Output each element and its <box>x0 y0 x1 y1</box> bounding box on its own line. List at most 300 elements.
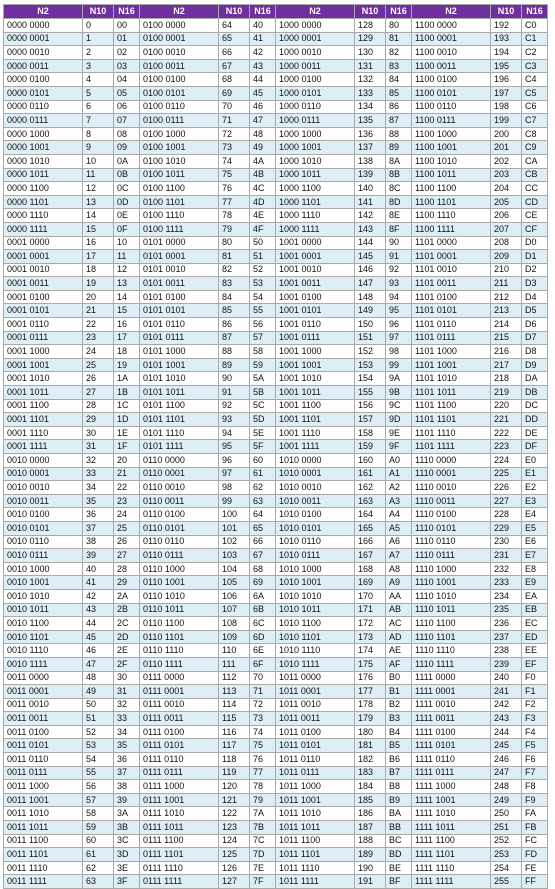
decimal-cell: 234 <box>491 589 522 603</box>
hex-cell: EA <box>522 589 548 603</box>
decimal-cell: 116 <box>219 725 250 739</box>
decimal-cell: 29 <box>83 413 114 427</box>
decimal-cell: 132 <box>355 73 386 87</box>
decimal-cell: 139 <box>355 168 386 182</box>
decimal-cell: 22 <box>83 318 114 332</box>
decimal-cell: 240 <box>491 671 522 685</box>
table-row <box>4 739 548 753</box>
hex-cell: 06 <box>114 100 140 114</box>
decimal-cell: 184 <box>355 780 386 794</box>
table-row <box>4 481 548 495</box>
decimal-cell: 143 <box>355 222 386 236</box>
binary-cell: 0001 0100 <box>4 290 83 304</box>
binary-cell: 1101 0100 <box>412 290 491 304</box>
binary-cell: 0000 0101 <box>4 86 83 100</box>
hex-cell: 40 <box>250 19 276 33</box>
binary-cell: 1110 0010 <box>412 481 491 495</box>
hex-cell: 32 <box>114 698 140 712</box>
decimal-cell: 83 <box>219 277 250 291</box>
table-row <box>4 399 548 413</box>
hex-cell: A4 <box>386 508 412 522</box>
hex-cell: BC <box>386 834 412 848</box>
hex-cell: 6D <box>250 630 276 644</box>
binary-cell: 0001 1010 <box>4 372 83 386</box>
table-row <box>4 562 548 576</box>
decimal-cell: 88 <box>219 345 250 359</box>
decimal-cell: 243 <box>491 712 522 726</box>
decimal-cell: 59 <box>83 821 114 835</box>
binary-cell: 0100 1110 <box>140 209 219 223</box>
binary-cell: 1000 1001 <box>276 141 355 155</box>
decimal-cell: 99 <box>219 494 250 508</box>
binary-cell: 1101 1011 <box>412 386 491 400</box>
binary-cell: 0101 1110 <box>140 426 219 440</box>
decimal-cell: 146 <box>355 263 386 277</box>
table-row <box>4 222 548 236</box>
decimal-cell: 218 <box>491 372 522 386</box>
binary-cell: 0010 1110 <box>4 644 83 658</box>
decimal-cell: 248 <box>491 780 522 794</box>
binary-cell: 0011 0110 <box>4 753 83 767</box>
binary-cell: 0100 0010 <box>140 46 219 60</box>
table-row <box>4 617 548 631</box>
decimal-cell: 95 <box>219 440 250 454</box>
decimal-cell: 92 <box>219 399 250 413</box>
binary-cell: 0010 0101 <box>4 521 83 535</box>
table-row <box>4 793 548 807</box>
binary-cell: 1010 1110 <box>276 644 355 658</box>
table-row <box>4 86 548 100</box>
binary-cell: 1100 1010 <box>412 154 491 168</box>
hex-cell: 37 <box>114 766 140 780</box>
hex-cell: 93 <box>386 277 412 291</box>
hex-cell: 0C <box>114 182 140 196</box>
hex-cell: 2F <box>114 657 140 671</box>
hex-cell: 03 <box>114 59 140 73</box>
decimal-cell: 110 <box>219 644 250 658</box>
decimal-cell: 206 <box>491 209 522 223</box>
binary-cell: 0101 1001 <box>140 358 219 372</box>
decimal-cell: 133 <box>355 86 386 100</box>
decimal-cell: 26 <box>83 372 114 386</box>
decimal-cell: 242 <box>491 698 522 712</box>
binary-cell: 1110 0111 <box>412 549 491 563</box>
hex-cell: E4 <box>522 508 548 522</box>
hex-cell: 18 <box>114 345 140 359</box>
decimal-cell: 166 <box>355 535 386 549</box>
binary-cell: 0100 0111 <box>140 114 219 128</box>
binary-cell: 0110 1100 <box>140 617 219 631</box>
binary-cell: 0000 1100 <box>4 182 83 196</box>
binary-cell: 1000 0111 <box>276 114 355 128</box>
binary-cell: 1011 1011 <box>276 821 355 835</box>
decimal-cell: 185 <box>355 793 386 807</box>
hex-cell: AF <box>386 657 412 671</box>
hex-cell: 8A <box>386 154 412 168</box>
table-row <box>4 712 548 726</box>
hex-cell: A6 <box>386 535 412 549</box>
decimal-cell: 107 <box>219 603 250 617</box>
hex-cell: 9C <box>386 399 412 413</box>
hex-cell: F3 <box>522 712 548 726</box>
table-row <box>4 766 548 780</box>
hex-cell: 15 <box>114 304 140 318</box>
hex-cell: 9E <box>386 426 412 440</box>
binary-cell: 1000 0110 <box>276 100 355 114</box>
binary-cell: 0010 0000 <box>4 454 83 468</box>
decimal-cell: 109 <box>219 630 250 644</box>
binary-cell: 0100 0000 <box>140 19 219 33</box>
binary-cell: 0101 1101 <box>140 413 219 427</box>
decimal-cell: 50 <box>83 698 114 712</box>
hex-cell: AE <box>386 644 412 658</box>
decimal-cell: 63 <box>83 875 114 889</box>
hex-cell: 53 <box>250 277 276 291</box>
binary-cell: 1100 0100 <box>412 73 491 87</box>
decimal-cell: 74 <box>219 154 250 168</box>
binary-cell: 1001 1101 <box>276 413 355 427</box>
binary-cell: 1001 1011 <box>276 386 355 400</box>
hex-cell: 86 <box>386 100 412 114</box>
table-row <box>4 644 548 658</box>
decimal-cell: 141 <box>355 195 386 209</box>
decimal-cell: 9 <box>83 141 114 155</box>
decimal-cell: 6 <box>83 100 114 114</box>
hex-cell: 73 <box>250 712 276 726</box>
hex-cell: 26 <box>114 535 140 549</box>
decimal-cell: 237 <box>491 630 522 644</box>
hex-cell: 14 <box>114 290 140 304</box>
hex-cell: 84 <box>386 73 412 87</box>
hex-cell: 6C <box>250 617 276 631</box>
binary-cell: 0111 0010 <box>140 698 219 712</box>
binary-cell: 1001 0001 <box>276 250 355 264</box>
hex-cell: CC <box>522 182 548 196</box>
decimal-cell: 93 <box>219 413 250 427</box>
binary-cell: 1110 0110 <box>412 535 491 549</box>
hex-cell: 7C <box>250 834 276 848</box>
table-row <box>4 318 548 332</box>
decimal-cell: 250 <box>491 807 522 821</box>
decimal-cell: 193 <box>491 32 522 46</box>
decimal-cell: 223 <box>491 440 522 454</box>
decimal-cell: 38 <box>83 535 114 549</box>
decimal-cell: 151 <box>355 331 386 345</box>
binary-cell: 0110 0000 <box>140 454 219 468</box>
decimal-cell: 174 <box>355 644 386 658</box>
table-row <box>4 290 548 304</box>
decimal-cell: 48 <box>83 671 114 685</box>
hex-cell: 7D <box>250 848 276 862</box>
decimal-cell: 180 <box>355 725 386 739</box>
hex-cell: F7 <box>522 766 548 780</box>
binary-cell: 1100 1100 <box>412 182 491 196</box>
hex-cell: D1 <box>522 250 548 264</box>
hex-cell: 57 <box>250 331 276 345</box>
hex-cell: CD <box>522 195 548 209</box>
binary-cell: 0110 1010 <box>140 589 219 603</box>
binary-cell: 0001 1000 <box>4 345 83 359</box>
hex-cell: 34 <box>114 725 140 739</box>
hex-cell: 1E <box>114 426 140 440</box>
decimal-cell: 131 <box>355 59 386 73</box>
binary-cell: 0111 0110 <box>140 753 219 767</box>
decimal-cell: 235 <box>491 603 522 617</box>
hex-cell: 54 <box>250 290 276 304</box>
binary-cell: 1101 1111 <box>412 440 491 454</box>
decimal-cell: 52 <box>83 725 114 739</box>
decimal-cell: 239 <box>491 657 522 671</box>
hex-cell: F8 <box>522 780 548 794</box>
hex-cell: 58 <box>250 345 276 359</box>
binary-cell: 0111 0011 <box>140 712 219 726</box>
decimal-cell: 55 <box>83 766 114 780</box>
decimal-cell: 69 <box>219 86 250 100</box>
binary-cell: 0011 0011 <box>4 712 83 726</box>
decimal-cell: 45 <box>83 630 114 644</box>
decimal-cell: 195 <box>491 59 522 73</box>
decimal-cell: 96 <box>219 454 250 468</box>
binary-cell: 0110 0110 <box>140 535 219 549</box>
hex-cell: FD <box>522 848 548 862</box>
decimal-cell: 154 <box>355 372 386 386</box>
decimal-cell: 75 <box>219 168 250 182</box>
decimal-cell: 175 <box>355 657 386 671</box>
hex-cell: D4 <box>522 290 548 304</box>
binary-cell: 0111 0000 <box>140 671 219 685</box>
binary-cell: 0111 1010 <box>140 807 219 821</box>
binary-cell: 1111 0100 <box>412 725 491 739</box>
hex-cell: 04 <box>114 73 140 87</box>
hex-cell: 19 <box>114 358 140 372</box>
binary-cell: 1010 1011 <box>276 603 355 617</box>
binary-cell: 0101 0111 <box>140 331 219 345</box>
hex-cell: 0B <box>114 168 140 182</box>
decimal-cell: 246 <box>491 753 522 767</box>
hex-cell: 82 <box>386 46 412 60</box>
decimal-cell: 20 <box>83 290 114 304</box>
hex-cell: A0 <box>386 454 412 468</box>
binary-cell: 1101 0111 <box>412 331 491 345</box>
hex-cell: D0 <box>522 236 548 250</box>
binary-cell: 1010 0100 <box>276 508 355 522</box>
table-row <box>4 685 548 699</box>
binary-cell: 1111 1000 <box>412 780 491 794</box>
decimal-cell: 39 <box>83 549 114 563</box>
decimal-cell: 226 <box>491 481 522 495</box>
decimal-cell: 64 <box>219 19 250 33</box>
binary-cell: 0101 0000 <box>140 236 219 250</box>
decimal-cell: 181 <box>355 739 386 753</box>
hex-cell: 5F <box>250 440 276 454</box>
table-row <box>4 127 548 141</box>
decimal-cell: 62 <box>83 861 114 875</box>
decimal-cell: 202 <box>491 154 522 168</box>
hex-cell: D6 <box>522 318 548 332</box>
conversion-table-container <box>3 4 548 889</box>
hex-cell: 39 <box>114 793 140 807</box>
binary-cell: 1100 1110 <box>412 209 491 223</box>
decimal-cell: 211 <box>491 277 522 291</box>
binary-cell: 0011 0100 <box>4 725 83 739</box>
hex-cell: 1D <box>114 413 140 427</box>
decimal-cell: 0 <box>83 19 114 33</box>
decimal-cell: 137 <box>355 141 386 155</box>
decimal-cell: 57 <box>83 793 114 807</box>
binary-cell: 1100 1111 <box>412 222 491 236</box>
hex-cell: C1 <box>522 32 548 46</box>
hex-cell: E8 <box>522 562 548 576</box>
decimal-cell: 129 <box>355 32 386 46</box>
binary-cell: 1100 1011 <box>412 168 491 182</box>
binary-cell: 0101 1010 <box>140 372 219 386</box>
hex-cell: 8C <box>386 182 412 196</box>
decimal-cell: 241 <box>491 685 522 699</box>
hex-cell: 69 <box>250 576 276 590</box>
hex-cell: DB <box>522 386 548 400</box>
binary-cell: 1011 0110 <box>276 753 355 767</box>
hex-cell: F1 <box>522 685 548 699</box>
decimal-cell: 66 <box>219 46 250 60</box>
binary-cell: 0100 1000 <box>140 127 219 141</box>
binary-cell: 0011 1011 <box>4 821 83 835</box>
column-header-hex: N16 <box>386 5 412 19</box>
hex-cell: C2 <box>522 46 548 60</box>
binary-cell: 0100 0101 <box>140 86 219 100</box>
decimal-cell: 98 <box>219 481 250 495</box>
binary-cell: 1111 1101 <box>412 848 491 862</box>
decimal-cell: 220 <box>491 399 522 413</box>
binary-cell: 0100 0100 <box>140 73 219 87</box>
decimal-cell: 172 <box>355 617 386 631</box>
hex-cell: F5 <box>522 739 548 753</box>
binary-cell: 0110 0111 <box>140 549 219 563</box>
binary-cell: 1111 0101 <box>412 739 491 753</box>
decimal-cell: 104 <box>219 562 250 576</box>
decimal-cell: 58 <box>83 807 114 821</box>
binary-cell: 0110 0010 <box>140 481 219 495</box>
binary-cell: 0111 1110 <box>140 861 219 875</box>
hex-cell: A7 <box>386 549 412 563</box>
decimal-cell: 100 <box>219 508 250 522</box>
binary-cell: 1010 0010 <box>276 481 355 495</box>
binary-cell: 1111 0001 <box>412 685 491 699</box>
hex-cell: 45 <box>250 86 276 100</box>
binary-cell: 1000 0100 <box>276 73 355 87</box>
hex-cell: D2 <box>522 263 548 277</box>
binary-cell: 0001 0101 <box>4 304 83 318</box>
decimal-cell: 147 <box>355 277 386 291</box>
decimal-cell: 113 <box>219 685 250 699</box>
hex-cell: B8 <box>386 780 412 794</box>
hex-cell: DF <box>522 440 548 454</box>
binary-cell: 0000 0001 <box>4 32 83 46</box>
hex-cell: 79 <box>250 793 276 807</box>
binary-cell: 0111 1100 <box>140 834 219 848</box>
decimal-cell: 118 <box>219 753 250 767</box>
decimal-cell: 65 <box>219 32 250 46</box>
decimal-cell: 18 <box>83 263 114 277</box>
decimal-cell: 5 <box>83 86 114 100</box>
binary-cell: 1001 0011 <box>276 277 355 291</box>
binary-cell: 1101 1010 <box>412 372 491 386</box>
binary-cell: 0010 1000 <box>4 562 83 576</box>
binary-cell: 0110 1111 <box>140 657 219 671</box>
decimal-cell: 56 <box>83 780 114 794</box>
decimal-cell: 37 <box>83 521 114 535</box>
hex-cell: 62 <box>250 481 276 495</box>
hex-cell: AC <box>386 617 412 631</box>
decimal-cell: 207 <box>491 222 522 236</box>
binary-cell: 1001 0000 <box>276 236 355 250</box>
hex-cell: D8 <box>522 345 548 359</box>
hex-cell: 23 <box>114 494 140 508</box>
binary-cell: 1100 0010 <box>412 46 491 60</box>
binary-cell: 1011 0001 <box>276 685 355 699</box>
decimal-cell: 36 <box>83 508 114 522</box>
decimal-cell: 3 <box>83 59 114 73</box>
decimal-cell: 219 <box>491 386 522 400</box>
hex-cell: 16 <box>114 318 140 332</box>
hex-cell: A5 <box>386 521 412 535</box>
decimal-cell: 119 <box>219 766 250 780</box>
hex-cell: 20 <box>114 454 140 468</box>
hex-cell: 92 <box>386 263 412 277</box>
decimal-cell: 251 <box>491 821 522 835</box>
hex-cell: 9A <box>386 372 412 386</box>
binary-cell: 1110 1101 <box>412 630 491 644</box>
hex-cell: 11 <box>114 250 140 264</box>
binary-cell: 0001 0001 <box>4 250 83 264</box>
decimal-cell: 201 <box>491 141 522 155</box>
binary-cell: 0001 1110 <box>4 426 83 440</box>
decimal-cell: 68 <box>219 73 250 87</box>
hex-cell: 05 <box>114 86 140 100</box>
binary-cell: 1100 0111 <box>412 114 491 128</box>
decimal-cell: 19 <box>83 277 114 291</box>
binary-cell: 0011 0111 <box>4 766 83 780</box>
decimal-cell: 187 <box>355 821 386 835</box>
table-row <box>4 59 548 73</box>
decimal-cell: 221 <box>491 413 522 427</box>
binary-cell: 1101 1110 <box>412 426 491 440</box>
table-row <box>4 304 548 318</box>
column-header-hex: N16 <box>250 5 276 19</box>
binary-cell: 0001 0011 <box>4 277 83 291</box>
decimal-cell: 82 <box>219 263 250 277</box>
hex-cell: F9 <box>522 793 548 807</box>
hex-cell: C8 <box>522 127 548 141</box>
decimal-cell: 120 <box>219 780 250 794</box>
decimal-cell: 124 <box>219 834 250 848</box>
hex-cell: 4C <box>250 182 276 196</box>
decimal-cell: 197 <box>491 86 522 100</box>
binary-cell: 1000 0010 <box>276 46 355 60</box>
binary-cell: 1010 1000 <box>276 562 355 576</box>
binary-cell: 0000 0111 <box>4 114 83 128</box>
binary-cell: 1111 0000 <box>412 671 491 685</box>
binary-cell: 0101 1011 <box>140 386 219 400</box>
hex-cell: 61 <box>250 467 276 481</box>
binary-cell: 1100 1101 <box>412 195 491 209</box>
hex-cell: 42 <box>250 46 276 60</box>
binary-cell: 1101 0001 <box>412 250 491 264</box>
decimal-cell: 231 <box>491 549 522 563</box>
decimal-cell: 254 <box>491 861 522 875</box>
table-row <box>4 589 548 603</box>
decimal-cell: 35 <box>83 494 114 508</box>
column-header-binary: N2 <box>412 5 491 19</box>
